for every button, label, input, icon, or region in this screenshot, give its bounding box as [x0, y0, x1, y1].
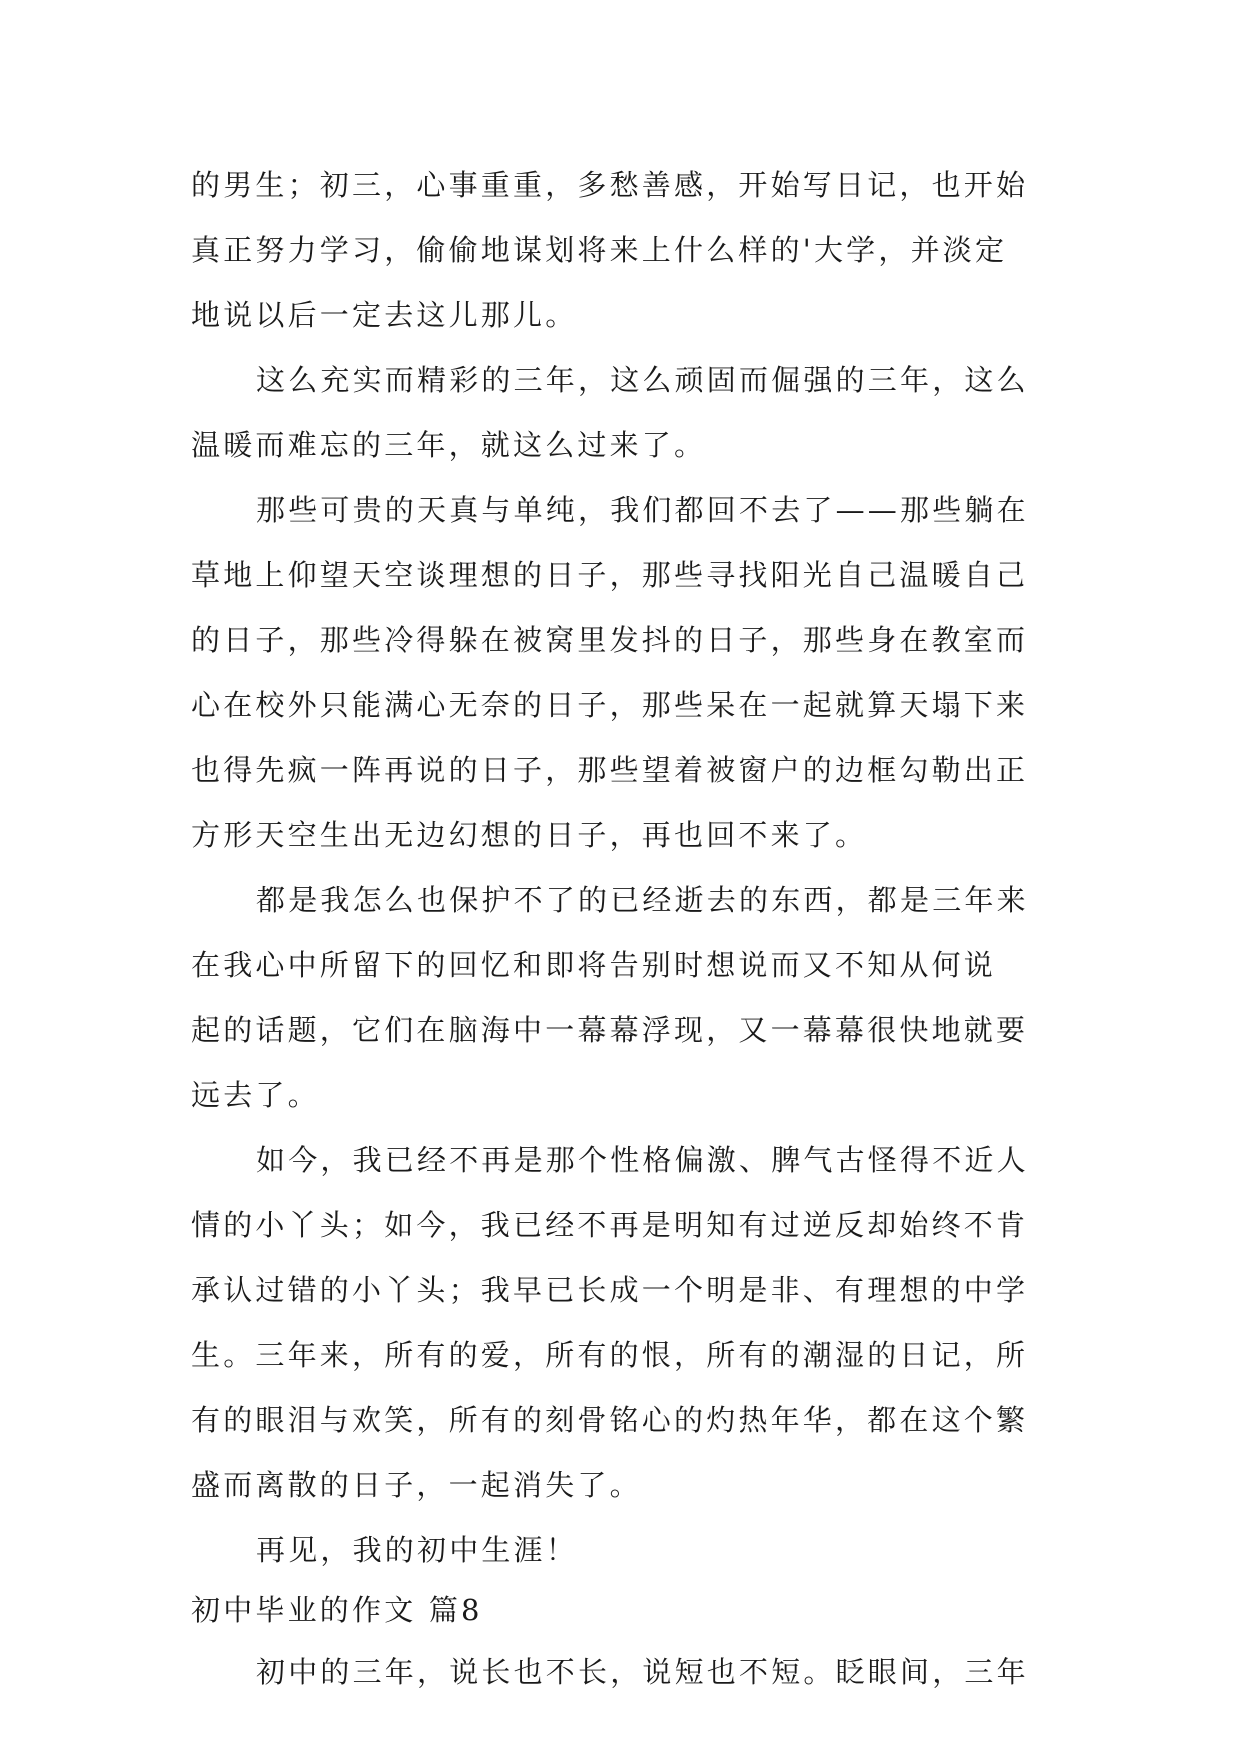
- text-line: 方形天空生出无边幻想的日子，再也回不来了。: [191, 818, 868, 852]
- paragraph-start: 都是我怎么也保护不了的已经逝去的东西，都是三年来: [256, 883, 1029, 917]
- text-line: 承认过错的小丫头；我早已长成一个明是非、有理想的中学: [191, 1273, 1029, 1307]
- text-line: 情的小丫头；如今，我已经不再是明知有过逆反却始终不肯: [191, 1208, 1029, 1242]
- text-line: 有的眼泪与欢笑，所有的刻骨铭心的灼热年华，都在这个繁: [191, 1403, 1029, 1437]
- text-line: 盛而离散的日子，一起消失了。: [191, 1468, 642, 1502]
- text-line: 的男生；初三，心事重重，多愁善感，开始写日记，也开始: [191, 168, 1029, 202]
- text-line: 地说以后一定去这儿那儿。: [191, 298, 578, 332]
- paragraph-start: 如今，我已经不再是那个性格偏激、脾气古怪得不近人: [256, 1143, 1029, 1177]
- text-line: 草地上仰望天空谈理想的日子，那些寻找阳光自己温暖自己: [191, 558, 1029, 592]
- text-line: 远去了。: [191, 1078, 320, 1112]
- text-line: 温暖而难忘的三年，就这么过来了。: [191, 428, 707, 462]
- paragraph-start: 这么充实而精彩的三年，这么顽固而倔强的三年，这么: [256, 363, 1029, 397]
- paragraph-start: 那些可贵的天真与单纯，我们都回不去了——那些躺在: [256, 493, 1029, 527]
- text-line: 心在校外只能满心无奈的日子，那些呆在一起就算天塌下来: [191, 688, 1029, 722]
- section-heading: 初中毕业的作文 篇8: [191, 1593, 483, 1627]
- paragraph-start: 初中的三年，说长也不长，说短也不短。眨眼间，三年: [256, 1655, 1029, 1689]
- text-line: 也得先疯一阵再说的日子，那些望着被窗户的边框勾勒出正: [191, 753, 1029, 787]
- text-line: 起的话题，它们在脑海中一幕幕浮现，又一幕幕很快地就要: [191, 1013, 1029, 1047]
- paragraph-start: 再见，我的初中生涯！: [256, 1533, 579, 1567]
- text-line: 在我心中所留下的回忆和即将告别时想说而又不知从何说: [191, 948, 997, 982]
- text-line: 的日子，那些冷得躲在被窝里发抖的日子，那些身在教室而: [191, 623, 1029, 657]
- text-line: 真正努力学习，偷偷地谋划将来上什么样的'大学，并淡定: [191, 233, 1008, 267]
- text-line: 生。三年来，所有的爱，所有的恨，所有的潮湿的日记，所: [191, 1338, 1029, 1372]
